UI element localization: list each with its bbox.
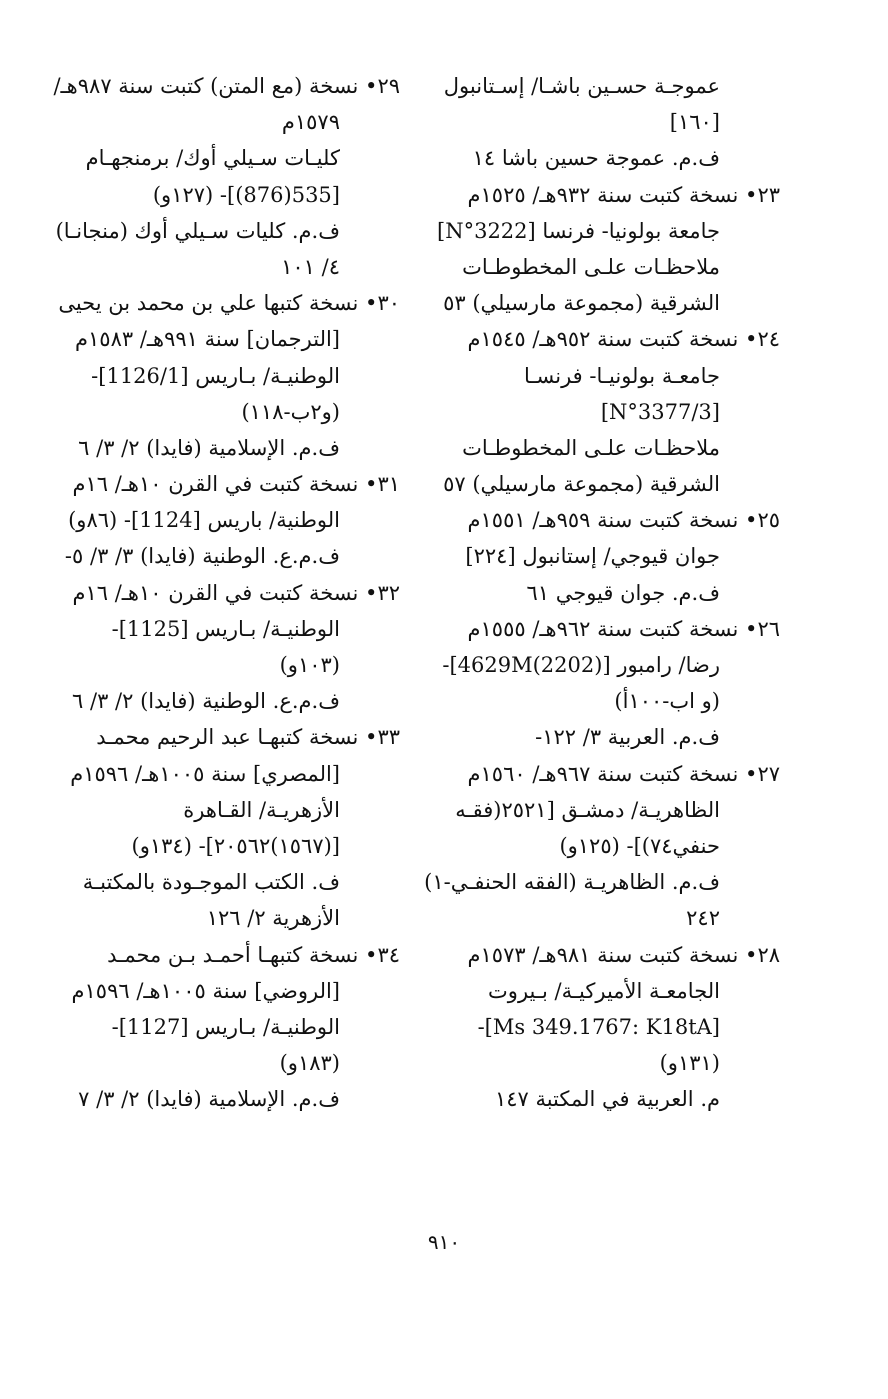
entry-line: جامعـة بولونيـا- فرنسـا: [523, 363, 720, 388]
entry-line: ٤/ ١٠١: [281, 254, 340, 279]
entry-heading-line: ٣٣• نسخة كتبهـا عبد الرحيم محمـد: [96, 725, 400, 750]
entry-line: الأزهرية ٢/ ١٢٦: [206, 906, 340, 931]
entry-line: الشرقية (مجموعة مارسيلي) ٥٣: [443, 291, 720, 316]
entry-line: ف.م. الإسلامية (فايدا) ٢/ ٣/ ٧: [78, 1087, 340, 1112]
entry-line: (١٨٣و): [279, 1051, 340, 1076]
entry-line: ف. الكتب الموجـودة بالمكتبـة: [82, 870, 340, 895]
entry-line: ف.م. العربية ٣/ ١٢٢-: [535, 725, 720, 750]
entry-line: (١٠٣و): [279, 653, 340, 677]
left-column: [53, 68, 400, 1117]
entry-line: كليـات سـيلي أوك/ برمنجهـام: [85, 146, 340, 171]
entry-line: ف.م. عموجة حسين باشا ١٤: [472, 146, 720, 171]
entry-line: الوطنيـة/ بـاريس [1125]-: [111, 616, 340, 641]
entry-line: [الترجمان] سنة ٩٩١هـ/ ١٥٨٣م: [75, 327, 340, 352]
entry-line: الأزهريـة/ القـاهرة: [183, 797, 340, 822]
entry-line: [المصري] سنة ١٠٠٥هـ/ ١٥٩٦م: [70, 761, 340, 786]
entry-line: رضا/ رامبور [4629M(2202)]-: [442, 653, 720, 677]
entry-line: حنفي٧٤)]- (١٢٥و): [559, 833, 720, 858]
entry-line: الظاهريـة/ دمشـق [٢٥٢١(فقـه: [455, 797, 720, 822]
entry-line: الوطنيـة/ بـاريس [1127]-: [111, 1014, 340, 1039]
entry-line: الجامعـة الأميركيـة/ بـيروت: [488, 978, 720, 1003]
entry-line: جامعة بولونيا- فرنسا [N°3222]: [437, 218, 720, 243]
entry-line: ف.م. كليات سـيلي أوك (منجانـا): [55, 218, 340, 243]
entry-line: ف.م.ع. الوطنية (فايدا) ٢/ ٣/ ٦: [72, 689, 340, 714]
entry-heading-line: ٢٦• نسخة كتبت سنة ٩٦٢هـ/ ١٥٥٥م: [467, 616, 780, 641]
entry-line: [الروضي] سنة ١٠٠٥هـ/ ١٥٩٦م: [71, 978, 340, 1003]
entry-line: الوطنية/ باريس [1124]- (٨٦و): [68, 508, 340, 533]
page-number: ٩١٠: [427, 1230, 461, 1254]
entry-line: (١٣١و): [659, 1051, 720, 1076]
entry-line: ملاحظـات علـى المخطوطـات: [462, 435, 720, 460]
entry-line: عموجـة حسـين باشـا/ إسـتانبول: [443, 74, 720, 98]
entry-line: ملاحظـات علـى المخطوطـات: [462, 254, 720, 279]
entry-line: ف.م.ع. الوطنية (فايدا) ٣/ ٣/ ٥-: [64, 544, 340, 569]
entry-line: [N°3377/3]: [600, 399, 720, 424]
entry-line: جوان قيوجي/ إستانبول [٢٢٤]: [465, 544, 720, 569]
entry-line: [١٦٠]: [669, 110, 720, 135]
entry-line: [535(876)]- (١٢٧و): [152, 182, 340, 207]
entry-line: ف.م. جوان قيوجي ٦١: [526, 580, 720, 605]
entry-line: ف.م. الإسلامية (فايدا) ٢/ ٣/ ٦: [78, 435, 340, 460]
entry-line: الوطنيـة/ بـاريس [1126/1]-: [91, 363, 340, 388]
entry-heading-line: ٢٤• نسخة كتبت سنة ٩٥٢هـ/ ١٥٤٥م: [467, 327, 780, 352]
entry-line: الشرقية (مجموعة مارسيلي) ٥٧: [443, 472, 720, 497]
entry-line: (و اب-١٠٠أ): [614, 689, 720, 714]
entry-line: م. العربية في المكتبة ١٤٧: [494, 1087, 720, 1112]
entry-heading-line: ٢٨• نسخة كتبت سنة ٩٨١هـ/ ١٥٧٣م: [467, 942, 780, 967]
right-column: [424, 68, 780, 1117]
entry-line: [Ms 349.1767: K18tA]-: [477, 1014, 720, 1039]
entry-line: ١٥٧٩م: [281, 110, 340, 135]
entry-heading-line: ٢٣• نسخة كتبت سنة ٩٣٢هـ/ ١٥٢٥م: [467, 182, 780, 207]
entry-heading-line: ٢٥• نسخة كتبت سنة ٩٥٩هـ/ ١٥٥١م: [467, 508, 780, 533]
entry-line: ف.م. الظاهريـة (الفقه الحنفـي-١): [424, 870, 720, 895]
entry-heading-line: ٢٧• نسخة كتبت سنة ٩٦٧هـ/ ١٥٦٠م: [467, 761, 780, 786]
entry-heading-line: ٣١• نسخة كتبت في القرن ١٠هـ/ ١٦م: [72, 472, 400, 497]
entry-line: (و٢ب-١١٨): [241, 399, 340, 424]
entry-line: [(١٥٦٧)٢٠٥٦٢]- (١٣٤و): [131, 833, 340, 858]
entry-line: ٢٤٢: [686, 906, 720, 931]
entry-heading-line: ٣٠• نسخة كتبها علي بن محمد بن يحيى: [58, 291, 400, 316]
entry-heading-line: ٣٤• نسخة كتبهـا أحمـد بـن محمـد: [107, 942, 400, 967]
entry-heading-line: ٢٩• نسخة (مع المتن) كتبت سنة ٩٨٧هـ/: [53, 74, 400, 98]
entry-heading-line: ٣٢• نسخة كتبت في القرن ١٠هـ/ ١٦م: [72, 580, 400, 605]
